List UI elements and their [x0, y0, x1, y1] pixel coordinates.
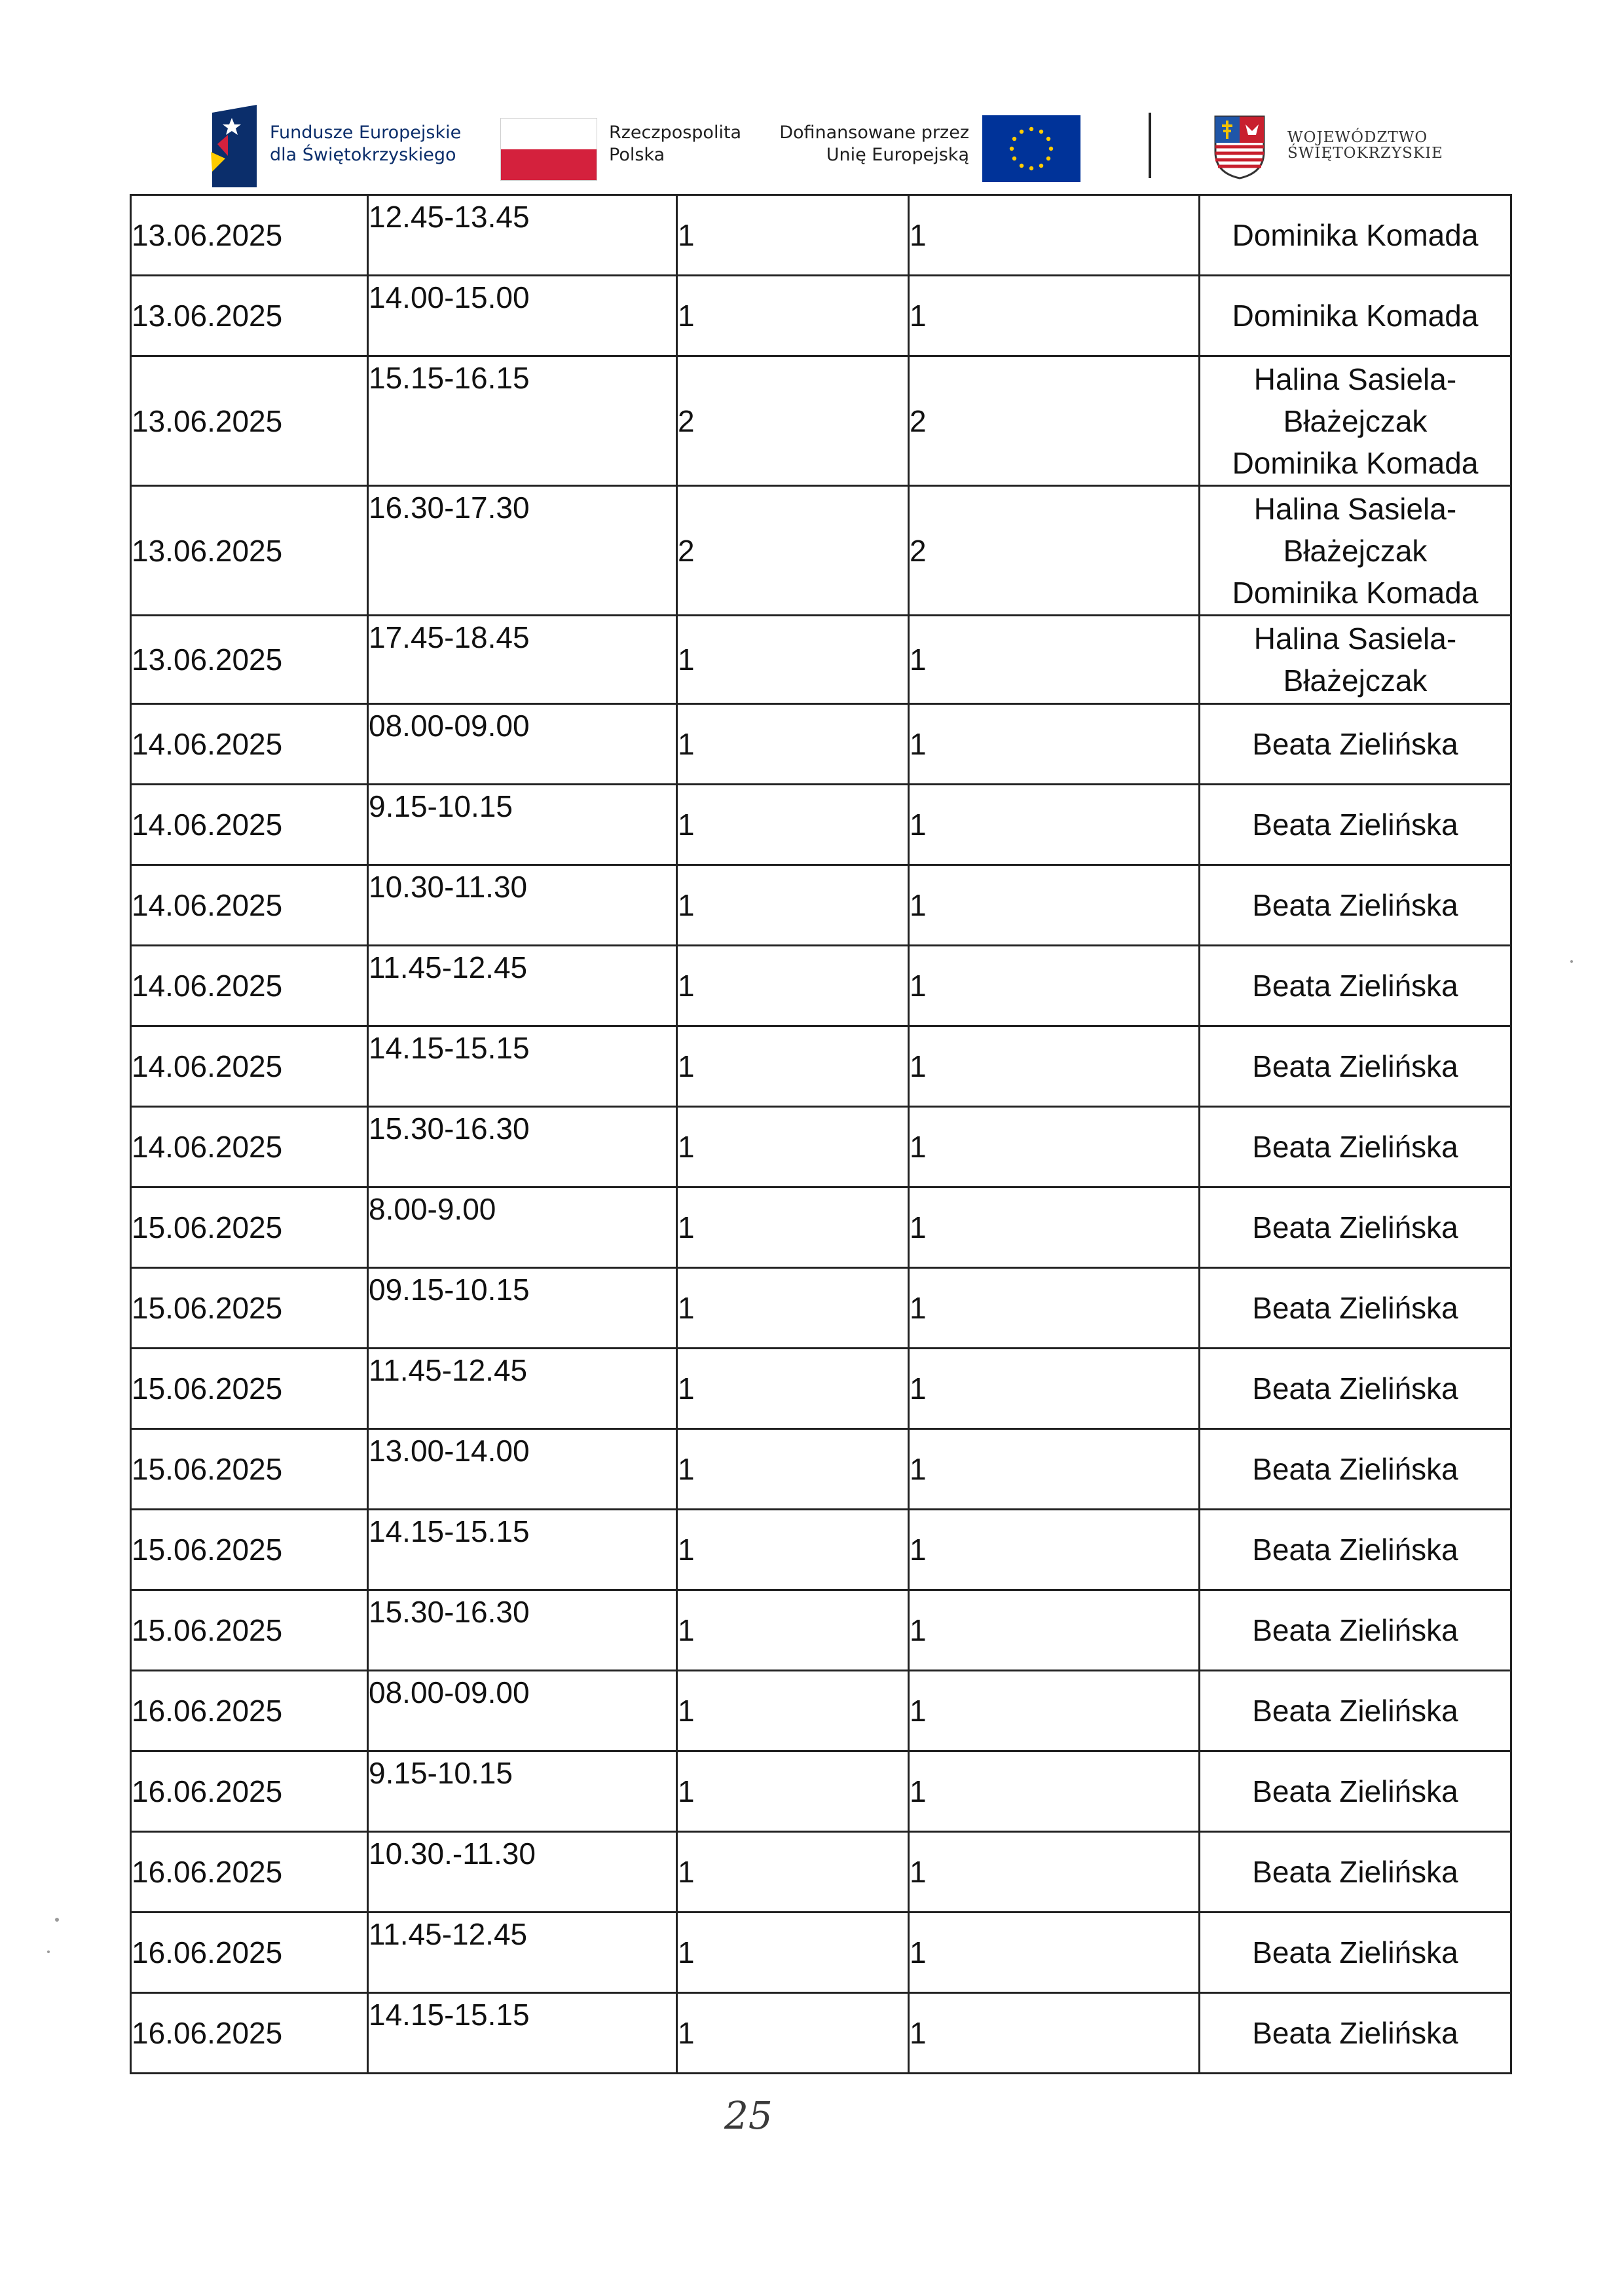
date-cell [131, 865, 368, 946]
table-row [131, 946, 1511, 1026]
time-cell-text: 14.15-15.15 [369, 1998, 530, 2032]
time-cell [368, 1026, 677, 1107]
count-cell-2 [909, 1671, 1200, 1751]
eu-star-icon [1039, 130, 1043, 134]
count-cell-2-text: 1 [910, 1452, 927, 1486]
date-cell-text: 15.06.2025 [132, 1533, 283, 1567]
instructor-name-line: Halina Sasiela- [1253, 491, 1457, 526]
count-cell-2 [909, 1590, 1200, 1671]
count-cell-1-text: 1 [678, 1049, 695, 1083]
instructor-cell [1200, 1751, 1511, 1832]
count-cell-2-text: 1 [910, 1049, 927, 1083]
date-cell-text: 14.06.2025 [132, 1130, 283, 1164]
instructor-cell [1200, 1912, 1511, 1993]
date-cell-text: 13.06.2025 [132, 403, 283, 438]
count-cell-1 [677, 616, 909, 704]
eu-star-icon [1010, 147, 1014, 151]
instructor-cell [1200, 1268, 1511, 1349]
instructor-name-line: Dominika Komada [1232, 445, 1479, 480]
count-cell-1-text: 1 [678, 888, 695, 922]
count-cell-2 [909, 1510, 1200, 1590]
date-cell-text: 15.06.2025 [132, 1452, 283, 1486]
count-cell-1 [677, 1429, 909, 1510]
instructor-name-line: Beata Zielińska [1252, 1130, 1458, 1164]
time-cell [368, 1751, 677, 1832]
date-cell-text: 15.06.2025 [132, 1210, 283, 1244]
count-cell-1-text: 1 [678, 969, 695, 1003]
time-cell-text: 14.15-15.15 [369, 1514, 530, 1548]
schedule-table [130, 194, 1512, 2074]
time-cell [368, 1993, 677, 2074]
logo-bar [208, 98, 1443, 190]
time-cell [368, 1510, 677, 1590]
scan-speck [47, 1950, 50, 1953]
instructor-cell [1200, 276, 1511, 356]
time-cell-text: 11.45-12.45 [369, 1353, 528, 1387]
instructor-name-line: Beata Zielińska [1252, 2016, 1458, 2050]
date-cell [131, 486, 368, 616]
table-row [131, 356, 1511, 486]
eu-star-icon [1049, 147, 1053, 151]
count-cell-1-text: 1 [678, 1130, 695, 1164]
ws-line-2: ŚWIĘTOKRZYSKIE [1287, 145, 1443, 162]
date-cell-text: 16.06.2025 [132, 1935, 283, 1969]
eu-star-icon [1039, 164, 1043, 168]
instructor-cell [1200, 704, 1511, 785]
table-row [131, 865, 1511, 946]
count-cell-2-text: 1 [910, 1210, 927, 1244]
count-cell-1 [677, 785, 909, 865]
instructor-name-line: Halina Sasiela- [1253, 622, 1457, 656]
table-row [131, 785, 1511, 865]
count-cell-2 [909, 1429, 1200, 1510]
time-cell-text: 08.00-09.00 [369, 1675, 530, 1709]
wojewodztwo-label [1287, 130, 1443, 161]
count-cell-2-text: 1 [910, 643, 927, 677]
date-cell-text: 16.06.2025 [132, 2016, 283, 2050]
instructor-name-line: Beata Zielińska [1252, 1452, 1458, 1486]
date-cell-text: 16.06.2025 [132, 1774, 283, 1808]
count-cell-2-text: 2 [910, 403, 927, 438]
date-cell [131, 1590, 368, 1671]
date-cell-text: 15.06.2025 [132, 1371, 283, 1406]
date-cell [131, 1268, 368, 1349]
time-cell [368, 704, 677, 785]
schedule-table-body [131, 195, 1511, 2074]
count-cell-1-text: 2 [678, 533, 695, 568]
fe-line-2: dla Świętokrzyskiego [270, 145, 456, 165]
count-cell-2-text: 1 [910, 1533, 927, 1567]
eu-flag-icon [982, 115, 1080, 182]
instructor-cell [1200, 946, 1511, 1026]
instructor-name-line: Błażejczak [1283, 403, 1428, 438]
count-cell-2-text: 1 [910, 1855, 927, 1889]
time-cell-text: 10.30-11.30 [369, 870, 528, 904]
count-cell-1 [677, 1671, 909, 1751]
fe-line-1: Fundusze Europejskie [270, 122, 462, 143]
eu-star-icon [1020, 164, 1024, 168]
instructor-cell [1200, 1107, 1511, 1187]
instructor-name-line: Beata Zielińska [1252, 1371, 1458, 1406]
count-cell-1 [677, 1993, 909, 2074]
count-cell-1 [677, 1832, 909, 1912]
count-cell-2 [909, 704, 1200, 785]
time-cell-text: 9.15-10.15 [369, 789, 513, 823]
count-cell-2-text: 1 [910, 1935, 927, 1969]
instructor-name-line: Beata Zielińska [1252, 1613, 1458, 1647]
table-row [131, 1510, 1511, 1590]
time-cell-text: 10.30.-11.30 [369, 1837, 536, 1871]
instructor-name-line: Dominika Komada [1232, 218, 1479, 252]
count-cell-1 [677, 1107, 909, 1187]
count-cell-2-text: 1 [910, 1291, 927, 1325]
instructor-name-line: Beata Zielińska [1252, 1855, 1458, 1889]
instructor-name-line: Beata Zielińska [1252, 1935, 1458, 1969]
time-cell-text: 14.15-15.15 [369, 1031, 530, 1065]
ws-line-1: WOJEWÓDZTWO [1287, 129, 1428, 146]
date-cell-text: 13.06.2025 [132, 533, 283, 568]
count-cell-1 [677, 1026, 909, 1107]
count-cell-1 [677, 276, 909, 356]
date-cell-text: 14.06.2025 [132, 888, 283, 922]
time-cell-text: 17.45-18.45 [369, 620, 530, 654]
date-cell-text: 16.06.2025 [132, 1855, 283, 1889]
count-cell-2 [909, 486, 1200, 616]
instructor-cell [1200, 486, 1511, 616]
time-cell [368, 486, 677, 616]
time-cell [368, 946, 677, 1026]
count-cell-1 [677, 865, 909, 946]
count-cell-2 [909, 946, 1200, 1026]
instructor-cell [1200, 865, 1511, 946]
date-cell [131, 1187, 368, 1268]
date-cell-text: 14.06.2025 [132, 969, 283, 1003]
count-cell-1-text: 1 [678, 1694, 695, 1728]
time-cell [368, 785, 677, 865]
table-row [131, 1751, 1511, 1832]
eu-star-icon [1046, 157, 1050, 160]
time-cell [368, 195, 677, 276]
count-cell-1-text: 1 [678, 299, 695, 333]
date-cell [131, 946, 368, 1026]
time-cell-text: 15.30-16.30 [369, 1111, 530, 1146]
count-cell-1 [677, 946, 909, 1026]
instructor-name-line: Beata Zielińska [1252, 1694, 1458, 1728]
count-cell-1-text: 1 [678, 643, 695, 677]
fundusze-europejskie-logo-icon [208, 103, 261, 189]
date-cell [131, 195, 368, 276]
count-cell-1 [677, 1751, 909, 1832]
count-cell-1-text: 1 [678, 2016, 695, 2050]
count-cell-1 [677, 1349, 909, 1429]
count-cell-1-text: 1 [678, 218, 695, 252]
date-cell [131, 1026, 368, 1107]
eu-star-icon [1012, 137, 1016, 141]
count-cell-1 [677, 704, 909, 785]
count-cell-1-text: 1 [678, 1855, 695, 1889]
count-cell-1 [677, 1912, 909, 1993]
date-cell [131, 616, 368, 704]
table-row [131, 1993, 1511, 2074]
count-cell-2 [909, 1751, 1200, 1832]
count-cell-2-text: 1 [910, 1130, 927, 1164]
eu-star-icon [1029, 127, 1033, 131]
count-cell-2-text: 1 [910, 969, 927, 1003]
table-row [131, 1429, 1511, 1510]
count-cell-2-text: 1 [910, 299, 927, 333]
time-cell-text: 11.45-12.45 [369, 950, 528, 984]
date-cell [131, 1671, 368, 1751]
fundusze-europejskie-label [270, 122, 461, 166]
instructor-name-line: Błażejczak [1283, 533, 1428, 568]
count-cell-2-text: 2 [910, 533, 927, 568]
count-cell-2 [909, 1107, 1200, 1187]
count-cell-2-text: 1 [910, 218, 927, 252]
instructor-name-line: Halina Sasiela- [1253, 362, 1457, 396]
time-cell [368, 1268, 677, 1349]
scan-speck [55, 1918, 59, 1922]
instructor-name-line: Beata Zielińska [1252, 1291, 1458, 1325]
count-cell-1 [677, 356, 909, 486]
instructor-name-line: Beata Zielińska [1252, 888, 1458, 922]
date-cell-text: 15.06.2025 [132, 1291, 283, 1325]
table-row [131, 1268, 1511, 1349]
table-row [131, 195, 1511, 276]
time-cell [368, 1832, 677, 1912]
date-cell [131, 1107, 368, 1187]
count-cell-1-text: 1 [678, 1371, 695, 1406]
time-cell-text: 13.00-14.00 [369, 1434, 530, 1468]
table-row [131, 276, 1511, 356]
count-cell-2 [909, 195, 1200, 276]
scan-speck [1570, 960, 1573, 963]
instructor-cell [1200, 1187, 1511, 1268]
instructor-cell [1200, 1349, 1511, 1429]
instructor-name-line: Beata Zielińska [1252, 1210, 1458, 1244]
count-cell-1-text: 1 [678, 1210, 695, 1244]
date-cell-text: 13.06.2025 [132, 218, 283, 252]
date-cell [131, 1510, 368, 1590]
table-row [131, 1912, 1511, 1993]
table-row [131, 1590, 1511, 1671]
time-cell-text: 9.15-10.15 [369, 1756, 513, 1790]
table-row [131, 486, 1511, 616]
time-cell [368, 1429, 677, 1510]
page-number: 25 [724, 2093, 773, 2138]
date-cell [131, 1349, 368, 1429]
instructor-name-line: Beata Zielińska [1252, 1533, 1458, 1567]
date-cell-text: 14.06.2025 [132, 808, 283, 842]
date-cell-text: 14.06.2025 [132, 1049, 283, 1083]
polish-flag-icon [500, 118, 597, 181]
count-cell-2 [909, 1993, 1200, 2074]
count-cell-2 [909, 356, 1200, 486]
count-cell-2 [909, 1349, 1200, 1429]
count-cell-2-text: 1 [910, 727, 927, 761]
date-cell [131, 785, 368, 865]
instructor-name-line: Beata Zielińska [1252, 1049, 1458, 1083]
date-cell [131, 1429, 368, 1510]
instructor-name-line: Beata Zielińska [1252, 808, 1458, 842]
date-cell-text: 13.06.2025 [132, 643, 283, 677]
count-cell-1 [677, 1510, 909, 1590]
date-cell-text: 16.06.2025 [132, 1694, 283, 1728]
count-cell-2 [909, 785, 1200, 865]
instructor-cell [1200, 1832, 1511, 1912]
eu-line-2: Unię Europejską [826, 145, 969, 165]
count-cell-1-text: 1 [678, 808, 695, 842]
time-cell [368, 616, 677, 704]
count-cell-1-text: 1 [678, 1935, 695, 1969]
count-cell-2-text: 1 [910, 1694, 927, 1728]
eu-star-icon [1029, 166, 1033, 170]
table-row [131, 1349, 1511, 1429]
table-row [131, 1107, 1511, 1187]
date-cell-text: 15.06.2025 [132, 1613, 283, 1647]
count-cell-2 [909, 276, 1200, 356]
count-cell-1 [677, 195, 909, 276]
date-cell [131, 276, 368, 356]
count-cell-2-text: 1 [910, 808, 927, 842]
count-cell-2-text: 1 [910, 1774, 927, 1808]
instructor-cell [1200, 1993, 1511, 2074]
eu-star-icon [1020, 130, 1024, 134]
instructor-cell [1200, 785, 1511, 865]
table-row [131, 616, 1511, 704]
instructor-cell [1200, 1510, 1511, 1590]
time-cell [368, 1187, 677, 1268]
count-cell-1-text: 2 [678, 403, 695, 438]
date-cell [131, 704, 368, 785]
count-cell-2 [909, 616, 1200, 704]
time-cell-text: 09.15-10.15 [369, 1273, 530, 1307]
time-cell-text: 15.30-16.30 [369, 1595, 530, 1629]
count-cell-1-text: 1 [678, 727, 695, 761]
pl-line-2: Polska [609, 145, 665, 165]
eu-line-1: Dofinansowane przez [779, 122, 969, 143]
time-cell [368, 1671, 677, 1751]
instructor-cell [1200, 1671, 1511, 1751]
count-cell-1-text: 1 [678, 1291, 695, 1325]
eu-star-icon [1012, 157, 1016, 160]
date-cell [131, 1832, 368, 1912]
count-cell-2 [909, 865, 1200, 946]
table-row [131, 1026, 1511, 1107]
swietokrzyskie-coat-of-arms-icon [1213, 114, 1266, 179]
count-cell-2-text: 1 [910, 1613, 927, 1647]
count-cell-2 [909, 1832, 1200, 1912]
count-cell-2 [909, 1912, 1200, 1993]
instructor-cell [1200, 1429, 1511, 1510]
time-cell-text: 08.00-09.00 [369, 709, 530, 743]
time-cell [368, 1912, 677, 1993]
instructor-name-line: Błażejczak [1283, 663, 1428, 698]
count-cell-1 [677, 486, 909, 616]
table-row [131, 704, 1511, 785]
count-cell-2 [909, 1268, 1200, 1349]
table-row [131, 1187, 1511, 1268]
date-cell-text: 13.06.2025 [132, 299, 283, 333]
count-cell-1-text: 1 [678, 1613, 695, 1647]
count-cell-2 [909, 1187, 1200, 1268]
count-cell-1-text: 1 [678, 1452, 695, 1486]
count-cell-2-text: 1 [910, 1371, 927, 1406]
time-cell [368, 356, 677, 486]
instructor-cell [1200, 195, 1511, 276]
eu-funding-label [773, 122, 969, 166]
time-cell-text: 16.30-17.30 [369, 491, 530, 525]
time-cell-text: 15.15-16.15 [369, 361, 530, 395]
time-cell [368, 276, 677, 356]
date-cell-text: 14.06.2025 [132, 727, 283, 761]
header-divider [1149, 113, 1151, 178]
instructor-name-line: Beata Zielińska [1252, 727, 1458, 761]
pl-line-1: Rzeczpospolita [609, 122, 742, 143]
count-cell-1-text: 1 [678, 1774, 695, 1808]
time-cell-text: 14.00-15.00 [369, 280, 530, 314]
count-cell-2-text: 1 [910, 888, 927, 922]
count-cell-2-text: 1 [910, 2016, 927, 2050]
instructor-name-line: Beata Zielińska [1252, 1774, 1458, 1808]
instructor-cell [1200, 356, 1511, 486]
time-cell-text: 12.45-13.45 [369, 200, 530, 234]
instructor-cell [1200, 1026, 1511, 1107]
date-cell [131, 1751, 368, 1832]
table-row [131, 1832, 1511, 1912]
time-cell [368, 1349, 677, 1429]
count-cell-1-text: 1 [678, 1533, 695, 1567]
instructor-name-line: Beata Zielińska [1252, 969, 1458, 1003]
count-cell-1 [677, 1590, 909, 1671]
count-cell-2 [909, 1026, 1200, 1107]
time-cell [368, 1107, 677, 1187]
eu-star-icon [1046, 137, 1050, 141]
count-cell-1 [677, 1268, 909, 1349]
date-cell [131, 1993, 368, 2074]
rzeczpospolita-polska-label [609, 122, 741, 166]
instructor-name-line: Dominika Komada [1232, 575, 1479, 610]
time-cell [368, 865, 677, 946]
date-cell [131, 1912, 368, 1993]
time-cell-text: 8.00-9.00 [369, 1192, 496, 1226]
table-row [131, 1671, 1511, 1751]
instructor-cell [1200, 616, 1511, 704]
date-cell [131, 356, 368, 486]
instructor-cell [1200, 1590, 1511, 1671]
instructor-name-line: Dominika Komada [1232, 299, 1479, 333]
time-cell-text: 11.45-12.45 [369, 1917, 528, 1951]
count-cell-1 [677, 1187, 909, 1268]
time-cell [368, 1590, 677, 1671]
